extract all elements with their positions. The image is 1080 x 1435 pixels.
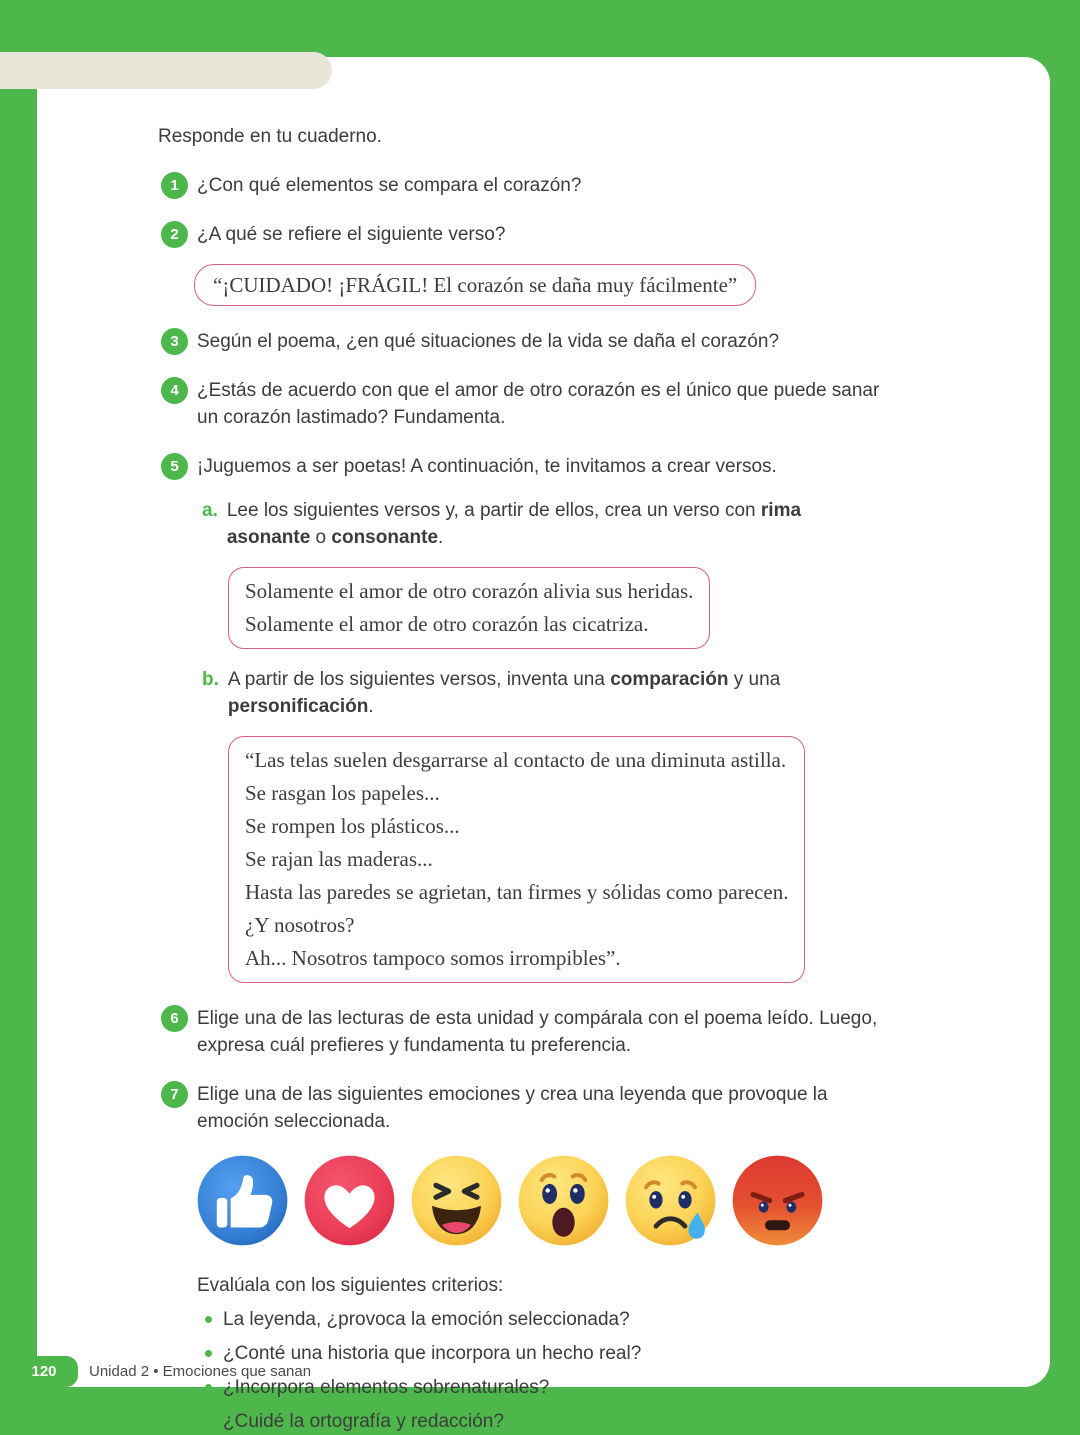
- question-3-number-badge: 3: [161, 328, 188, 355]
- criteria-item-2: [205, 1340, 1010, 1367]
- haha-laughing-icon: [409, 1153, 504, 1248]
- criteria-item-4-text: ¿Cuidé la ortografía y redacción?: [223, 1411, 504, 1432]
- question-7-number-badge: 7: [161, 1081, 188, 1108]
- question-4-number-badge: 4: [161, 377, 188, 404]
- verses-quote-line: Se rompen los plásticos...: [245, 814, 460, 838]
- rhyme-quote-line: Solamente el amor de otro corazón las cicatriza.: [245, 612, 649, 636]
- criteria-item-2-text: ¿Conté una historia que incorpora un hecho real?: [223, 1343, 642, 1364]
- angry-icon: [730, 1153, 825, 1248]
- question-1: [161, 172, 1010, 199]
- criteria-item-1: [205, 1306, 1010, 1333]
- emotion-reactions-row: [195, 1153, 1010, 1248]
- question-4-text: ¿Estás de acuerdo con que el amor de otro corazón es el único que puede sanar un corazón lastimado? Fundamenta.: [197, 380, 880, 428]
- subitem-b-bold-1: comparación: [610, 669, 729, 690]
- question-5-text: ¡Juguemos a ser poetas! A continuación, te invitamos a crear versos.: [197, 456, 777, 477]
- subitem-a: [202, 497, 1010, 551]
- subitem-a-text-mid: o: [310, 527, 332, 548]
- verses-quote-box: [228, 736, 805, 983]
- instruction-text: Responde en tu cuaderno.: [158, 126, 382, 147]
- question-2-text: ¿A qué se refiere el siguiente verso?: [197, 224, 506, 245]
- content-area: [37, 57, 1050, 1435]
- top-tab-decoration: [0, 52, 332, 89]
- subitem-b: [202, 666, 1010, 720]
- question-3-text: Según el poema, ¿en qué situaciones de la vida se daña el corazón?: [197, 331, 780, 352]
- page-footer: [0, 1356, 311, 1387]
- question-2: [161, 221, 1010, 248]
- rhyme-quote-line: Solamente el amor de otro corazón alivia sus heridas.: [245, 579, 694, 603]
- question-7: [161, 1081, 1010, 1135]
- question-1-number-badge: 1: [161, 172, 188, 199]
- subitem-a-letter: a.: [202, 500, 218, 521]
- love-heart-icon: [302, 1153, 397, 1248]
- subitem-b-letter: b.: [202, 669, 219, 690]
- subitem-a-bold-1: rima asonante: [226, 500, 802, 548]
- verses-quote-line: Se rasgan los papeles...: [245, 781, 440, 805]
- subitem-a-text: [227, 497, 887, 551]
- question-6: [161, 1005, 1010, 1059]
- criteria-title: Evalúala con los siguientes criterios:: [197, 1275, 504, 1296]
- question-5-number-badge: 5: [161, 453, 188, 480]
- verses-quote-line: Hasta las paredes se agrietan, tan firmes y sólidas como parecen.: [245, 880, 789, 904]
- criteria-item-3-text: ¿Incorpora elementos sobrenaturales?: [223, 1377, 550, 1398]
- subitem-b-text-end: .: [368, 696, 374, 717]
- subitem-b-text: [228, 666, 888, 720]
- question-5: [161, 453, 1010, 480]
- verses-quote-line: Se rajan las maderas...: [245, 847, 433, 871]
- verse-quote-box: [194, 264, 756, 306]
- criteria-item-4: [205, 1408, 1010, 1435]
- sad-tear-icon: [623, 1153, 718, 1248]
- subitem-b-text-pre: A partir de los siguientes versos, inventa una: [227, 669, 611, 690]
- question-6-text: Elige una de las lecturas de esta unidad y compárala con el poema leído. Luego, expresa cuál prefieres y fundamenta tu preferencia.: [197, 1008, 878, 1056]
- page-number-badge: 120: [0, 1356, 78, 1387]
- subitem-a-text-pre: Lee los siguientes versos y, a partir de ellos, crea un verso con: [226, 500, 761, 521]
- subitem-b-text-mid: y una: [728, 669, 781, 690]
- footer-title: Unidad 2 • Emociones que sanan: [89, 1363, 312, 1380]
- like-thumbs-up-icon: [195, 1153, 290, 1248]
- question-2-number-badge: 2: [161, 221, 188, 248]
- question-7-text: Elige una de las siguientes emociones y crea una leyenda que provoque la emoción seleccionada.: [197, 1084, 828, 1132]
- rhyme-quote-box: [228, 567, 710, 649]
- bullet-icon: [205, 1418, 212, 1425]
- content-card: [37, 57, 1050, 1432]
- verses-quote-line: ¿Y nosotros?: [245, 913, 355, 937]
- verses-quote-line: Ah... Nosotros tampoco somos irrompibles”.: [245, 946, 621, 970]
- verse-quote-text: “¡CUIDADO! ¡FRÁGIL! El corazón se daña muy fácilmente”: [213, 273, 738, 297]
- criteria-item-3: [205, 1374, 1010, 1401]
- subitem-a-bold-2: consonante: [331, 527, 439, 548]
- verses-quote-line: “Las telas suelen desgarrarse al contacto de una diminuta astilla.: [245, 748, 787, 772]
- bullet-icon: [205, 1316, 212, 1323]
- subitem-b-bold-2: personificación: [227, 696, 369, 717]
- wow-surprised-icon: [516, 1153, 611, 1248]
- question-4: [161, 377, 1010, 431]
- subitem-a-text-end: .: [438, 527, 444, 548]
- question-6-number-badge: 6: [161, 1005, 188, 1032]
- question-3: [161, 328, 1010, 355]
- criteria-item-1-text: La leyenda, ¿provoca la emoción seleccionada?: [223, 1309, 630, 1330]
- question-1-text: ¿Con qué elementos se compara el corazón?: [197, 175, 582, 196]
